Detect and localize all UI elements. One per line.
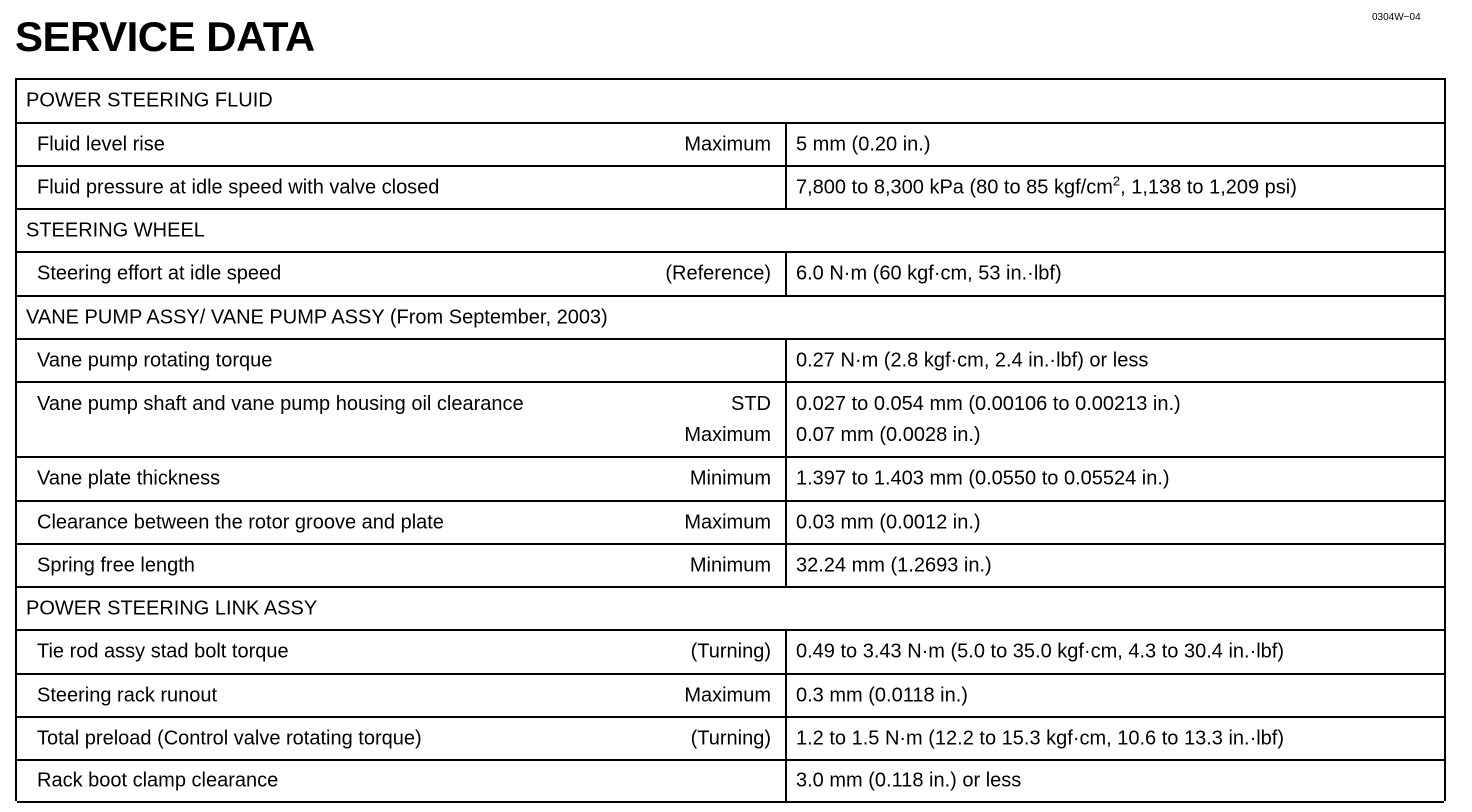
column-divider bbox=[785, 340, 787, 381]
column-divider bbox=[785, 124, 787, 165]
section-power-steering-fluid bbox=[17, 80, 1444, 124]
spec-item: Fluid level rise bbox=[37, 133, 165, 155]
spec-condition: (Reference) bbox=[665, 262, 771, 285]
column-divider bbox=[785, 458, 787, 500]
spec-value: 1.2 to 1.5 N·m (12.2 to 15.3 kgf·cm, 10.6 to 13.3 in.·lbf) bbox=[796, 727, 1285, 749]
spec-value bbox=[796, 173, 1297, 199]
section-label: VANE PUMP ASSY/ VANE PUMP ASSY (From September, 2003) bbox=[26, 306, 608, 328]
section-label: STEERING WHEEL bbox=[26, 219, 205, 241]
spec-item: Vane pump shaft and vane pump housing oil clearance bbox=[37, 393, 524, 415]
table-row bbox=[17, 675, 1444, 718]
column-divider bbox=[785, 675, 787, 716]
spec-item: Fluid pressure at idle speed with valve closed bbox=[37, 176, 440, 198]
spec-item: Rack boot clamp clearance bbox=[37, 769, 279, 792]
spec-item: Steering rack runout bbox=[37, 684, 218, 706]
spec-item: Steering effort at idle speed bbox=[37, 262, 282, 285]
column-divider bbox=[785, 253, 787, 295]
column-divider bbox=[785, 718, 787, 759]
superscript: 2 bbox=[1112, 173, 1121, 188]
spec-value: 6.0 N·m (60 kgf·cm, 53 in.·lbf) bbox=[796, 262, 1062, 285]
spec-value: 5 mm (0.20 in.) bbox=[796, 133, 931, 155]
spec-item: Tie rod assy stad bolt torque bbox=[37, 640, 289, 663]
spec-value: 0.27 N·m (2.8 kgf·cm, 2.4 in.·lbf) or less bbox=[796, 349, 1149, 371]
table-row bbox=[17, 761, 1444, 803]
section-label: POWER STEERING LINK ASSY bbox=[26, 597, 318, 619]
spec-value: 0.49 to 3.43 N·m (5.0 to 35.0 kgf·cm, 4.3 to 30.4 in.·lbf) bbox=[796, 640, 1285, 663]
spec-value: 3.0 mm (0.118 in.) or less bbox=[796, 769, 1022, 792]
spec-condition: Minimum bbox=[689, 554, 771, 576]
spec-item: Total preload (Control valve rotating torque) bbox=[37, 727, 422, 749]
spec-item: Vane pump rotating torque bbox=[37, 349, 273, 371]
spec-item: Clearance between the rotor groove and plate bbox=[37, 511, 444, 533]
spec-item: Spring free length bbox=[37, 554, 195, 576]
spec-condition: Maximum bbox=[684, 684, 771, 706]
column-divider bbox=[785, 502, 787, 543]
spec-condition: (Turning) bbox=[690, 727, 771, 749]
spec-condition: Maximum bbox=[684, 133, 771, 155]
section-power-steering-link bbox=[17, 588, 1444, 631]
table-row bbox=[17, 167, 1444, 210]
section-vane-pump bbox=[17, 297, 1444, 340]
table-row bbox=[17, 253, 1444, 297]
spec-condition: Maximum bbox=[684, 511, 771, 533]
column-divider bbox=[785, 761, 787, 801]
spec-value: 32.24 mm (1.2693 in.) bbox=[796, 554, 992, 576]
table-row bbox=[17, 631, 1444, 675]
page-title: SERVICE DATA bbox=[15, 13, 315, 60]
table-row bbox=[17, 124, 1444, 167]
spec-value-part: , 1,138 to 1,209 psi) bbox=[1120, 176, 1297, 198]
column-divider bbox=[785, 631, 787, 673]
spec-condition: (Turning) bbox=[690, 640, 771, 663]
spec-item: Vane plate thickness bbox=[37, 467, 221, 490]
table-row bbox=[17, 340, 1444, 383]
service-data-table bbox=[15, 78, 1446, 801]
table-row bbox=[17, 718, 1444, 761]
table-row bbox=[17, 458, 1444, 502]
spec-value-part: 7,800 to 8,300 kPa (80 to 85 kgf/cm bbox=[796, 176, 1113, 198]
spec-value: 0.027 to 0.054 mm (0.00106 to 0.00213 in.) bbox=[796, 393, 1181, 415]
table-row bbox=[17, 545, 1444, 588]
spec-condition: Minimum bbox=[689, 467, 771, 490]
table-row bbox=[17, 502, 1444, 545]
section-label: POWER STEERING FLUID bbox=[26, 89, 273, 112]
spec-value: 0.07 mm (0.0028 in.) bbox=[796, 424, 981, 446]
spec-value: 1.397 to 1.403 mm (0.0550 to 0.05524 in.) bbox=[796, 467, 1170, 490]
table-row bbox=[17, 383, 1444, 458]
column-divider bbox=[785, 383, 787, 456]
spec-value: 0.03 mm (0.0012 in.) bbox=[796, 511, 981, 533]
section-steering-wheel bbox=[17, 210, 1444, 253]
spec-condition: STD bbox=[731, 393, 771, 415]
document-id: 0304W−04 bbox=[1372, 12, 1421, 23]
spec-condition: Maximum bbox=[684, 424, 771, 446]
column-divider bbox=[785, 167, 787, 208]
column-divider bbox=[785, 545, 787, 586]
spec-value: 0.3 mm (0.0118 in.) bbox=[796, 684, 968, 706]
